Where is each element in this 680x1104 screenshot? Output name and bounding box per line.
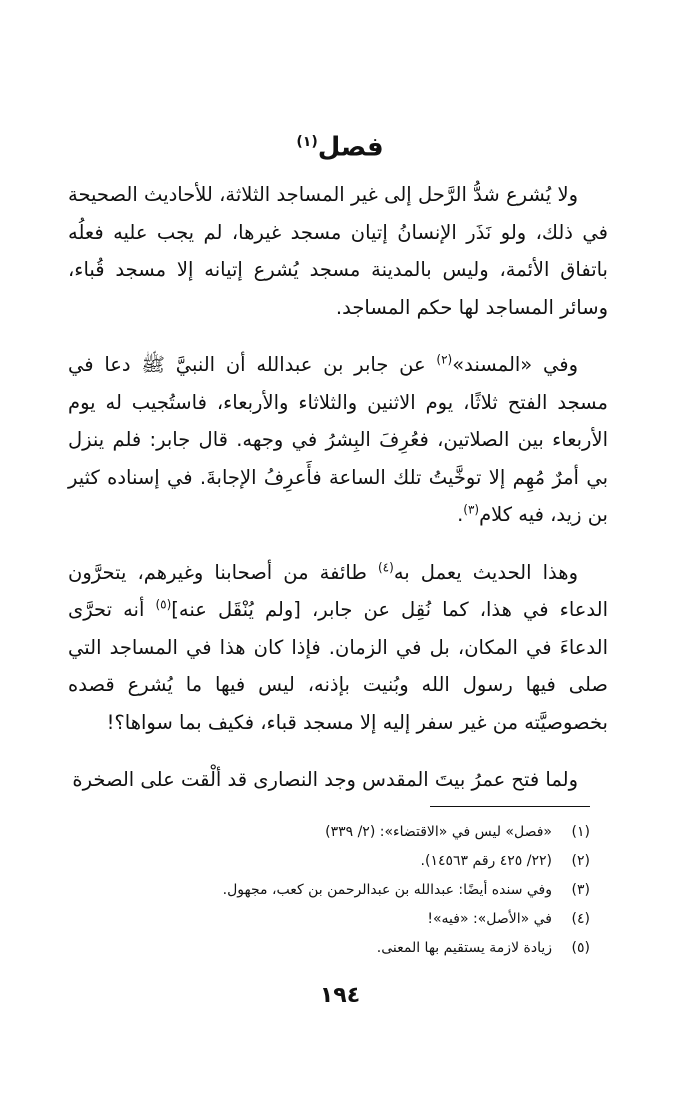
- footnote-text: «فصل» ليس في «الاقتضاء»: (٢/ ٣٣٩): [325, 824, 552, 840]
- footnote-text: وفي سنده أيضًا: عبدالله بن عبدالرحمن بن كعب، مجهول.: [222, 882, 552, 898]
- footnote-number: (٤): [571, 911, 590, 927]
- footnote-number: (٥): [571, 940, 590, 956]
- main-text: [68, 176, 608, 819]
- footnote-text: في «الأصل»: «فيه»!: [427, 911, 552, 927]
- footnotes: [90, 818, 590, 963]
- footnote-number: (٢): [571, 853, 590, 869]
- paragraph-text: وهذا الحديث يعمل به: [393, 560, 578, 584]
- footnote-text: (٢٢/ ٤٢٥ رقم ١٤٥٦٣).: [420, 853, 552, 869]
- footnote-item: [90, 847, 590, 876]
- paragraph: [68, 176, 608, 326]
- paragraph: [68, 346, 608, 534]
- page-number: ١٩٤: [319, 983, 361, 1008]
- footnote-divider: [430, 806, 590, 807]
- paragraph: [68, 554, 608, 742]
- footnote-ref: (٥): [155, 597, 172, 612]
- footnote-number: (٣): [571, 882, 590, 898]
- footnote-ref: (١): [296, 134, 318, 150]
- paragraph-text: وفي «المسند»: [452, 353, 578, 376]
- footnote-ref: (٤): [377, 560, 394, 574]
- paragraph-text: عن جابر بن عبدالله أن النبيَّ ﷺ دعا في مسجد الفتح ثلاثًا، يوم الاثنين والثلاثاء والأربعاء، فاستُجيب له يوم الأربعاء بين الصلاتين، فعُرِفَ البِشرُ في وجهه. قال جابر: فلم ينزل بي أمرٌ مُهِم إلا توخَّيتُ تلك الساعة فأَعرِفُ الإجابةَ. في إسناده كثير بن زيد، فيه كلام: [68, 353, 608, 526]
- paragraph-text: .: [457, 503, 464, 526]
- paragraph-text: ولما فتح عمرُ بيتَ المقدس وجد النصارى قد ألْقت على الصخرة: [72, 768, 578, 791]
- paragraph-text: ولا يُشرع شدُّ الرَّحل إلى غير المساجد الثلاثة، للأحاديث الصحيحة في ذلك، ولو نَذَر الإنسانُ إتيان مسجد غيرها، لم يجب عليه فعلُه باتفاق الأئمة، وليس بالمدينة مسجد يُشرع إتيانه إلا مسجد قُباء، وسائر المساجد لها حكم المساجد.: [68, 183, 608, 319]
- footnote-item: [90, 818, 590, 847]
- footnote-number: (١): [571, 824, 590, 840]
- footnote-text: زيادة لازمة يستقيم بها المعنى.: [376, 940, 552, 956]
- section-title: [0, 122, 680, 168]
- footnote-ref: (٢): [436, 352, 453, 367]
- footnote-item: [90, 905, 590, 934]
- paragraph: [68, 761, 608, 799]
- footnote-item: [90, 876, 590, 905]
- footnote-ref: (٣): [463, 502, 480, 517]
- footnote-item: [90, 934, 590, 963]
- paragraph-text: أنه تحرَّى الدعاءَ في المكان، بل في الزمان. فإذا كان هذا في المساجد التي صلى فيها رسول الله وبُنيت بإذنه، ليس فيها ما يُشرع قصده بخصوصيَّته من غير سفر إليه إلا مسجد قباء، فكيف بما سواها؟!: [68, 598, 608, 734]
- section-title-text: فصل: [317, 132, 384, 163]
- paragraph-text: طائفة من أصحابنا وغيرهم، يتحرَّون الدعاء في هذا، كما نُقِل عن جابر، [ولم يُنْقَل عنه]: [68, 560, 608, 621]
